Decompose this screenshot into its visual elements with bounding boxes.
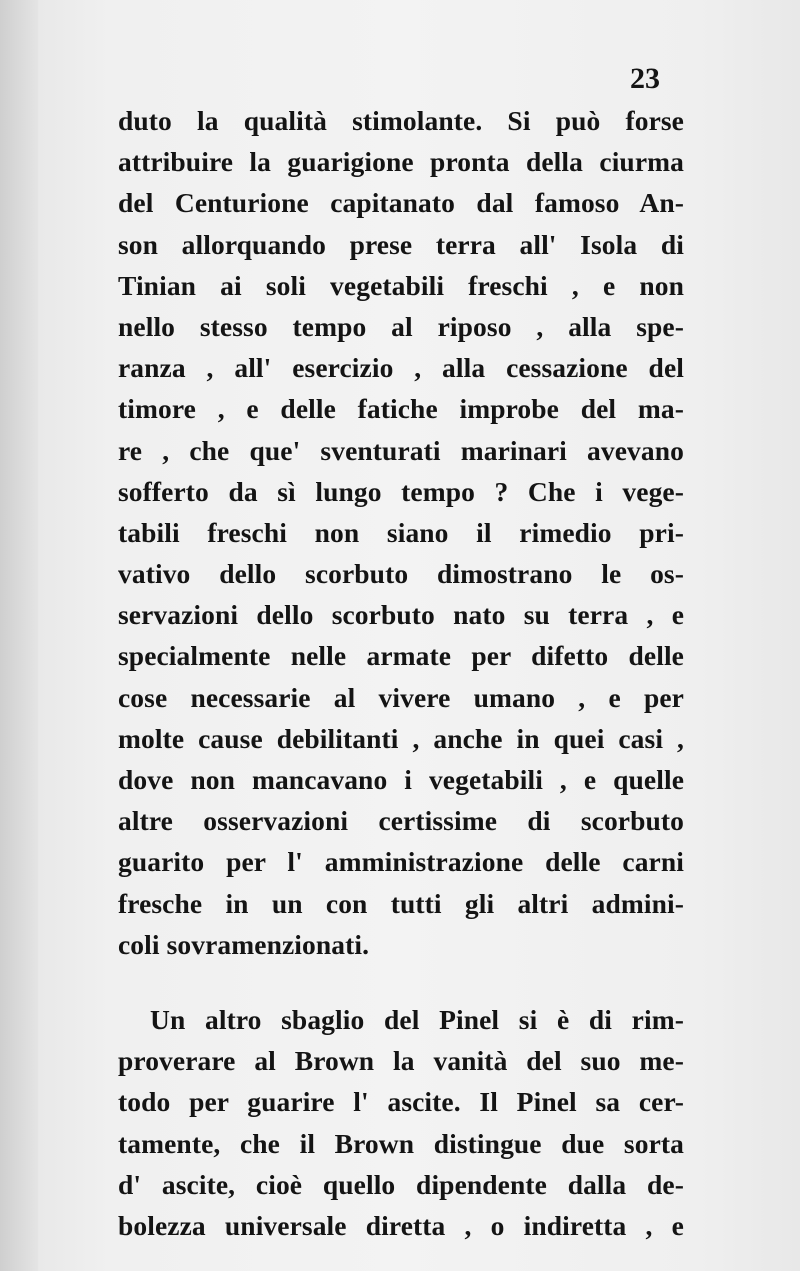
page-number: 23: [630, 62, 660, 95]
text-line: re , che que' sventurati marinari avevano: [118, 434, 684, 466]
text-line: nello stesso tempo al riposo , alla spe-: [118, 310, 684, 342]
text-line: bolezza universale diretta , o indiretta , e: [118, 1209, 684, 1241]
text-line: son allorquando prese terra all' Isola di: [118, 228, 684, 260]
text-line: duto la qualità stimolante. Si può forse: [118, 105, 684, 136]
text-line: ranza , all' esercizio , alla cessazione del: [118, 352, 684, 384]
text-line: todo per guarire l' ascite. Il Pinel sa cer-: [118, 1086, 684, 1118]
text-line: proverare al Brown la vanità del suo me-: [118, 1045, 684, 1077]
text-line: Un altro sbaglio del Pinel si è di rim-: [150, 1003, 684, 1035]
text-line: cose necessarie al vivere umano , e per: [118, 681, 684, 713]
text-line: Tinian ai soli vegetabili freschi , e non: [118, 269, 684, 301]
text-line: tamente, che il Brown distingue due sorta: [118, 1127, 684, 1159]
text-line: guarito per l' amministrazione delle carni: [118, 846, 684, 878]
text-line: d' ascite, cioè quello dipendente dalla de-: [118, 1168, 684, 1200]
text-line: molte cause debilitanti , anche in quei casi ,: [118, 722, 684, 754]
text-line: sofferto da sì lungo tempo ? Che i vege-: [118, 475, 684, 507]
page-gutter-shadow: [0, 0, 38, 1271]
text-line: fresche in un con tutti gli altri admini-: [118, 887, 684, 919]
text-line: altre osservazioni certissime di scorbuto: [118, 805, 684, 837]
text-line: del Centurione capitanato dal famoso An-: [118, 187, 684, 219]
text-line: vativo dello scorbuto dimostrano le os-: [118, 558, 684, 590]
text-line: attribuire la guarigione pronta della ciurma: [118, 146, 684, 178]
paragraph-spacer: [118, 965, 684, 999]
paragraph-2: [118, 999, 684, 1246]
text-line: timore , e delle fatiche improbe del ma-: [118, 393, 684, 425]
text-line: dove non mancavano i vegetabili , e quelle: [118, 764, 684, 795]
text-line: coli sovramenzionati.: [118, 928, 370, 960]
text-line: tabili freschi non siano il rimedio pri-: [118, 516, 684, 548]
paragraph-1: [118, 100, 684, 965]
text-line: specialmente nelle armate per difetto delle: [118, 640, 684, 672]
text-line: servazioni dello scorbuto nato su terra , e: [118, 599, 684, 631]
body-text: [118, 100, 684, 1246]
